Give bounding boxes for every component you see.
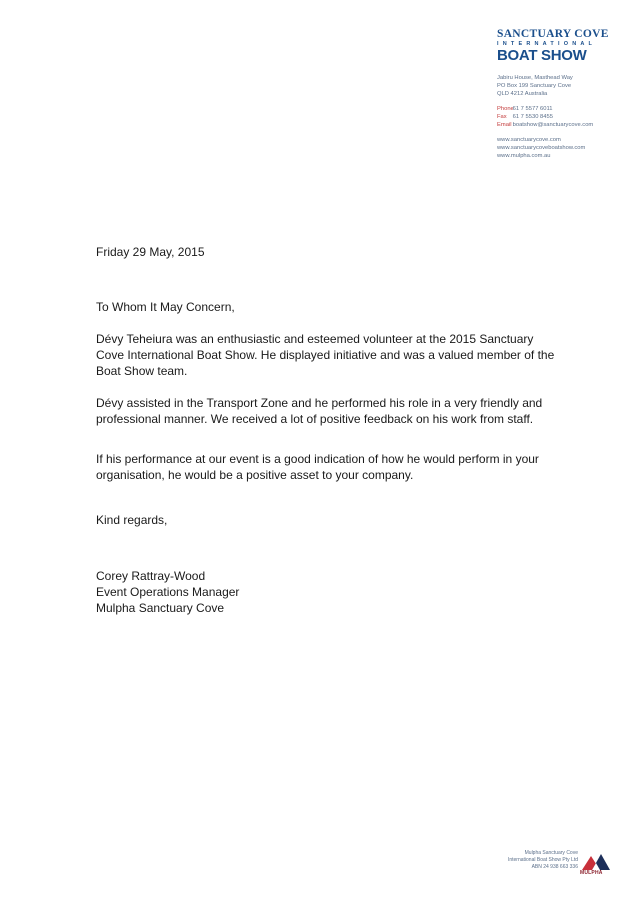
letterhead-websites <box>497 136 632 160</box>
letter-paragraph: Dévy Teheiura was an enthusiastic and esteemed volunteer at the 2015 Sanctuary Cove International Boat Show. He displayed initiative and was a valued member of the Boat Show team. <box>96 332 555 378</box>
letter-date: Friday 29 May, 2015 <box>96 245 205 259</box>
phone-label: Phone <box>497 106 514 112</box>
letter-salutation: To Whom It May Concern, <box>96 300 235 314</box>
letterhead-address <box>497 74 632 98</box>
brand-logo-line2: INTERNATIONAL <box>497 41 597 47</box>
letterhead <box>497 28 632 160</box>
letter-closing: Kind regards, <box>96 513 168 527</box>
brand-logo-line3: BOAT SHOW <box>497 47 587 64</box>
fax-number: 61 7 5530 8455 <box>512 114 553 120</box>
phone-number: 61 7 5577 6011 <box>512 106 553 112</box>
website-link: www.mulpha.com.au <box>497 153 551 159</box>
letter-body <box>96 244 556 615</box>
letter-paragraph: If his performance at our event is a good indication of how he would perform in your organisation, he would be a positive asset to your company. <box>96 452 539 482</box>
fax-line <box>497 113 632 121</box>
letterhead-contacts <box>497 105 632 129</box>
address-line: Jabiru House, Masthead Way <box>497 75 573 81</box>
email-address: boatshow@sanctuarycove.com <box>512 122 594 128</box>
signatory-organisation: Mulpha Sanctuary Cove <box>96 601 225 615</box>
brand-logo-line1: SANCTUARY COVE <box>497 28 609 40</box>
signature-block <box>96 568 239 616</box>
footer-line: ABN 24 938 663 336 <box>531 864 578 870</box>
mulpha-wordmark: MULPHA <box>580 870 603 876</box>
phone-line <box>497 105 632 113</box>
website-link: www.sanctuarycove.com <box>497 137 561 143</box>
fax-label: Fax <box>497 114 507 120</box>
letter-paragraph: Dévy assisted in the Transport Zone and he performed his role in a very friendly and professional manner. We received a lot of positive feedback on his work from staff. <box>96 396 543 426</box>
website-link: www.sanctuarycoveboatshow.com <box>497 145 586 151</box>
address-line: PO Box 199 Sanctuary Cove <box>497 83 572 89</box>
footer-company-info <box>498 850 578 871</box>
footer-line: Mulpha Sanctuary Cove <box>524 850 578 856</box>
signatory-name: Corey Rattray-Wood <box>96 569 206 583</box>
email-label: Email <box>497 122 512 128</box>
address-line: QLD 4212 Australia <box>497 91 548 97</box>
email-line <box>497 121 632 129</box>
footer-line: International Boat Show Pty Ltd <box>507 857 578 863</box>
signatory-title: Event Operations Manager <box>96 585 240 599</box>
